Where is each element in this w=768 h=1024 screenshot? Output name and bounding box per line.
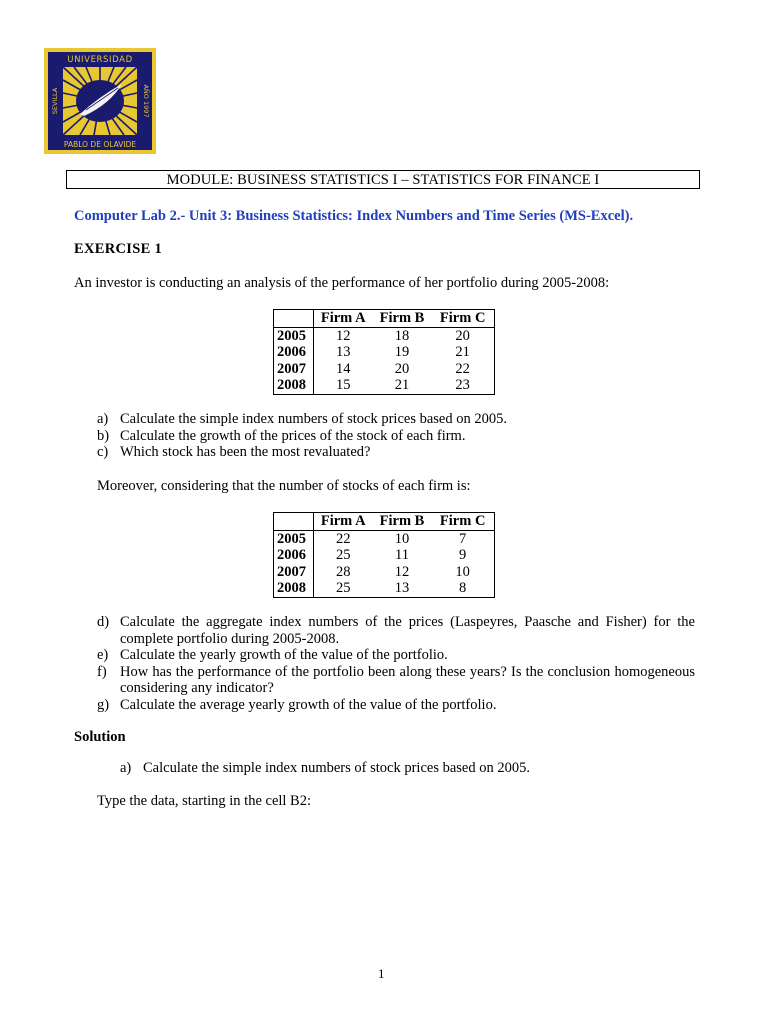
table-cell: 14 (335, 360, 351, 377)
column-header: Firm B (373, 513, 432, 531)
table-cell: 20 (455, 327, 470, 344)
item-text: How has the performance of the portfolio been along these years? Is the conclusion homogeneous considering any indicator? (120, 663, 695, 696)
solution-list (120, 760, 620, 777)
table-cell: 12 (394, 563, 410, 580)
item-text: Calculate the yearly growth of the value of the portfolio. (120, 647, 448, 663)
table-cell: 18 (394, 327, 410, 344)
table-row (274, 564, 495, 581)
table-cell: 7 (459, 530, 467, 547)
row-header-year: 2007 (274, 361, 314, 378)
table-cell: 19 (394, 344, 410, 361)
row-header-year: 2007 (274, 564, 314, 581)
table-corner-cell (274, 513, 314, 531)
table-cell: 22 (335, 530, 351, 547)
svg-text:PABLO DE OLAVIDE: PABLO DE OLAVIDE (63, 140, 137, 149)
column-header: Firm B (373, 310, 432, 328)
table-cell: 28 (335, 563, 351, 580)
table-row (274, 327, 495, 344)
column-header: Firm A (313, 310, 372, 328)
item-text: Calculate the growth of the prices of the stock of each firm. (120, 427, 466, 444)
stock-quantities-table (273, 512, 495, 598)
table-row (274, 547, 495, 564)
svg-text:UNIVERSIDAD: UNIVERSIDAD (67, 55, 133, 65)
item-label: g) (97, 696, 110, 713)
row-header-year: 2006 (274, 344, 314, 361)
table-cell: 11 (394, 547, 409, 564)
table-cell: 10 (394, 530, 410, 547)
svg-text:AÑO 1997: AÑO 1997 (142, 84, 150, 118)
item-label: f) (97, 663, 107, 680)
table-header-row (274, 310, 495, 328)
item-text: Calculate the aggregate index numbers of the prices (Laspeyres, Paasche and Fisher) for the complete portfolio during 2005-2008. (120, 614, 695, 647)
table-cell: 10 (455, 563, 470, 580)
portfolio-questions-list (97, 614, 695, 713)
moreover-paragraph: Moreover, considering that the number of stocks of each firm is: (97, 478, 471, 494)
table-cell: 22 (455, 360, 470, 377)
table-header-row (274, 513, 495, 531)
list-item (120, 760, 620, 777)
table-cell: 9 (459, 547, 467, 564)
item-label: d) (97, 614, 110, 630)
row-header-year: 2008 (274, 377, 314, 394)
table-cell: 21 (394, 377, 410, 394)
module-title-box (66, 170, 700, 189)
module-title: MODULE: BUSINESS STATISTICS I – STATISTICS FOR FINANCE I (166, 172, 600, 188)
table-cell: 23 (455, 377, 470, 394)
item-label: a) (120, 760, 132, 776)
table-row (274, 361, 495, 378)
column-header: Firm C (431, 513, 494, 531)
exercise-heading: EXERCISE 1 (74, 241, 163, 257)
list-item (97, 614, 695, 647)
table-cell: 8 (459, 580, 467, 597)
row-header-year: 2005 (274, 327, 314, 344)
table-cell: 13 (335, 344, 351, 361)
solution-heading: Solution (74, 729, 126, 745)
table-cell: 13 (394, 580, 410, 597)
row-header-year: 2008 (274, 580, 314, 597)
list-item (97, 664, 695, 697)
table-row (274, 344, 495, 361)
table-cell: 12 (335, 327, 351, 344)
row-header-year: 2005 (274, 530, 314, 547)
page-number: 1 (378, 966, 385, 981)
intro-paragraph: An investor is conducting an analysis of the performance of her portfolio during 2005-2008: (74, 275, 610, 291)
table-cell: 21 (455, 344, 470, 361)
table-row (274, 377, 495, 394)
item-label: c) (97, 444, 109, 460)
list-item (97, 411, 697, 428)
exercise-questions-list (97, 411, 697, 461)
item-label: b) (97, 427, 110, 444)
table-corner-cell (274, 310, 314, 328)
column-header: Firm C (431, 310, 494, 328)
table-cell: 25 (335, 580, 351, 597)
svg-text:SEVILLA: SEVILLA (51, 87, 59, 115)
item-text: Calculate the simple index numbers of stock prices based on 2005. (120, 411, 507, 427)
table-cell: 25 (335, 547, 351, 564)
row-header-year: 2006 (274, 547, 314, 564)
item-label: e) (97, 647, 109, 663)
type-data-instruction: Type the data, starting in the cell B2: (97, 793, 312, 809)
list-item (97, 444, 697, 461)
item-text: Calculate the simple index numbers of stock prices based on 2005. (143, 760, 530, 776)
table-cell: 20 (394, 360, 410, 377)
item-label: a) (97, 411, 109, 427)
list-item (97, 428, 697, 445)
university-logo (44, 48, 156, 154)
list-item (97, 647, 695, 664)
item-text: Calculate the average yearly growth of the value of the portfolio. (120, 696, 497, 713)
table-row (274, 580, 495, 597)
item-text: Which stock has been the most revaluated? (120, 444, 371, 460)
table-row (274, 530, 495, 547)
list-item (97, 697, 695, 714)
column-header: Firm A (313, 513, 372, 531)
table-cell: 15 (335, 377, 351, 394)
lab-title: Computer Lab 2.- Unit 3: Business Statistics: Index Numbers and Time Series (MS-Excel). (74, 208, 634, 224)
stock-prices-table (273, 309, 495, 395)
